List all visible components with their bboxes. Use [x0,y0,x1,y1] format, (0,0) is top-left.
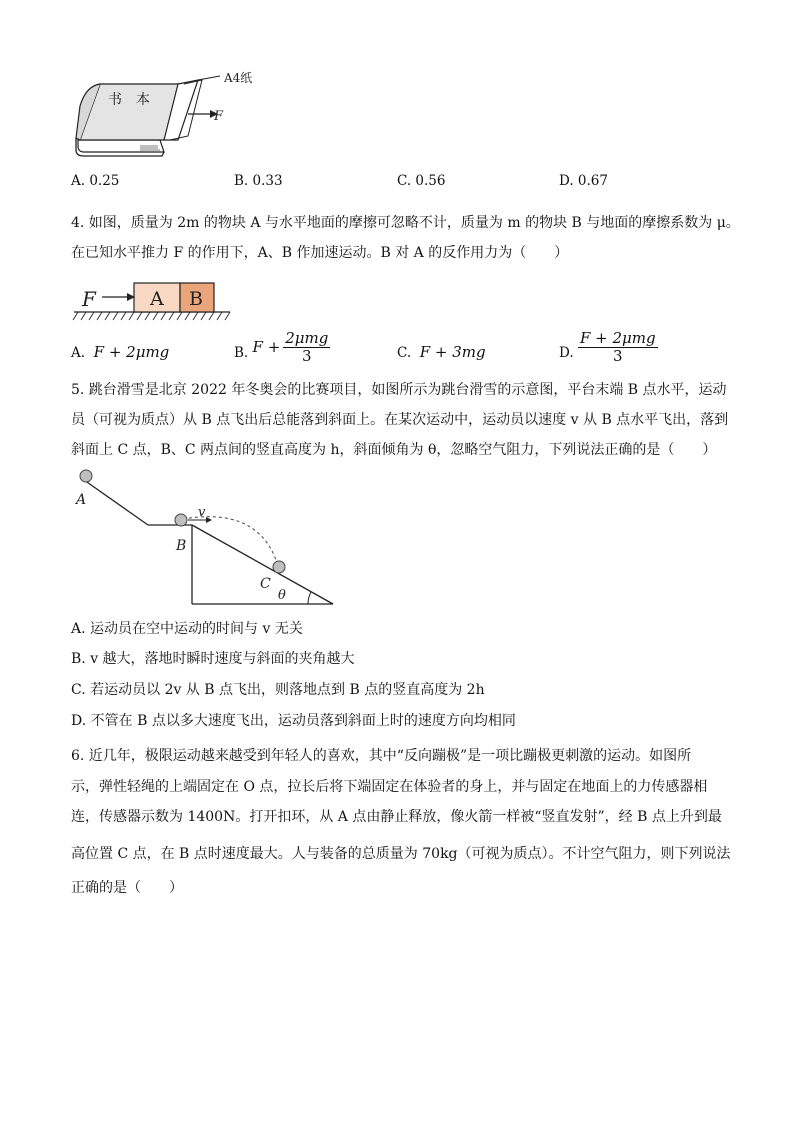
q4-option-a-expr: F + 2μmg [93,343,170,361]
ball-at-b [175,514,187,526]
ball-at-a [80,470,92,482]
blocks-figure [72,280,232,324]
q4-option-d-numerator: F + 2μmg [579,329,656,347]
block-a-label: A [150,288,164,310]
q4-option-b-numerator: 2μmg [285,329,329,347]
q6-line-3: 连，传感器示数为 1400N。打开扣环，从 A 点由静止释放，像火箭一样被“竖直发射”，经 B 点上升到最 [71,809,722,825]
velocity-label: v [198,505,206,520]
q5-line-3: 斜面上 C 点，B、C 两点间的竖直高度为 h，斜面倾角为 θ，忽略空气阻力，下列说法正确的是（ ） [71,442,717,458]
q3-option-a[interactable]: A. 0.25 [71,173,120,189]
q5-option-b[interactable]: B. v 越大，落地时瞬时速度与斜面的夹角越大 [71,651,355,667]
q6-line-4: 高位置 C 点，在 B 点时速度最大。人与装备的总质量为 70kg（可视为质点）。不计空气阻力，则下列说法 [71,846,731,862]
q4-option-c[interactable] [397,342,486,363]
q5-line-1: 5. 跳台滑雪是北京 2022 年冬奥会的比赛项目，如图所示为跳台滑雪的示意图，平台末端 B 点水平，运动 [71,382,727,398]
point-b-label: B [176,538,187,554]
q3-option-c[interactable]: C. 0.56 [397,173,446,189]
book-label: 书 本 [108,92,150,108]
ball-at-c [273,561,285,573]
force-label: F [214,109,224,124]
q4-option-c-expr: F + 3mg [419,343,486,361]
q5-line-2: 员（可视为质点）从 B 点飞出后总能落到斜面上。在某次运动中，运动员以速度 v 从 B 点水平飞出，落到 [71,412,729,428]
q4-line-2: 在已知水平推力 F 的作用下，A、B 作加速运动。B 对 A 的反作用力为（ ） [71,245,569,261]
q4-option-b-denominator: 3 [302,346,312,365]
q4-option-a-label: A. [71,345,86,361]
q4-line-1: 4. 如图，质量为 2m 的物块 A 与水平地面的摩擦可忽略不计，质量为 m 的物块 B 与地面的摩擦系数为 μ。 [71,215,740,231]
q6-line-5: 正确的是（ ） [71,880,183,896]
a4-paper-label: A4纸 [224,71,253,85]
q6-line-2: 示，弹性轻绳的上端固定在 O 点，拉长后将下端固定在体验者的身上，并与固定在地面上的力传感器相 [71,779,708,795]
q3-option-b[interactable]: B. 0.33 [234,173,283,189]
q4-option-b[interactable] [234,330,330,364]
q4-option-d-denominator: 3 [612,346,623,365]
theta-label: θ [278,588,286,603]
block-b-label: B [189,288,203,310]
push-force-label: F [82,287,96,311]
ski-jump-figure [70,466,340,612]
q5-option-a[interactable]: A. 运动员在空中运动的时间与 v 无关 [71,621,303,637]
book-figure [70,66,270,162]
q4-option-d-label: D. [559,345,574,361]
q5-option-c[interactable]: C. 若运动员以 2v 从 B 点飞出，则落地点到 B 点的竖直高度为 2h [71,682,485,698]
q4-option-b-label: B. [234,345,249,361]
q6-line-1: 6. 近几年，极限运动越来越受到年轻人的喜欢，其中“反向蹦极”是一项比蹦极更刺激的运动。如图所 [71,748,692,764]
q4-option-d[interactable] [559,330,658,364]
q4-option-a[interactable] [71,342,169,363]
q4-option-b-prefix: F + [252,338,281,356]
point-c-label: C [260,576,271,592]
point-a-label: A [76,492,87,508]
q3-option-d[interactable]: D. 0.67 [559,173,608,189]
q5-option-d[interactable]: D. 不管在 B 点以多大速度飞出，运动员落到斜面上时的速度方向均相同 [71,713,516,729]
q4-option-c-label: C. [397,345,412,361]
